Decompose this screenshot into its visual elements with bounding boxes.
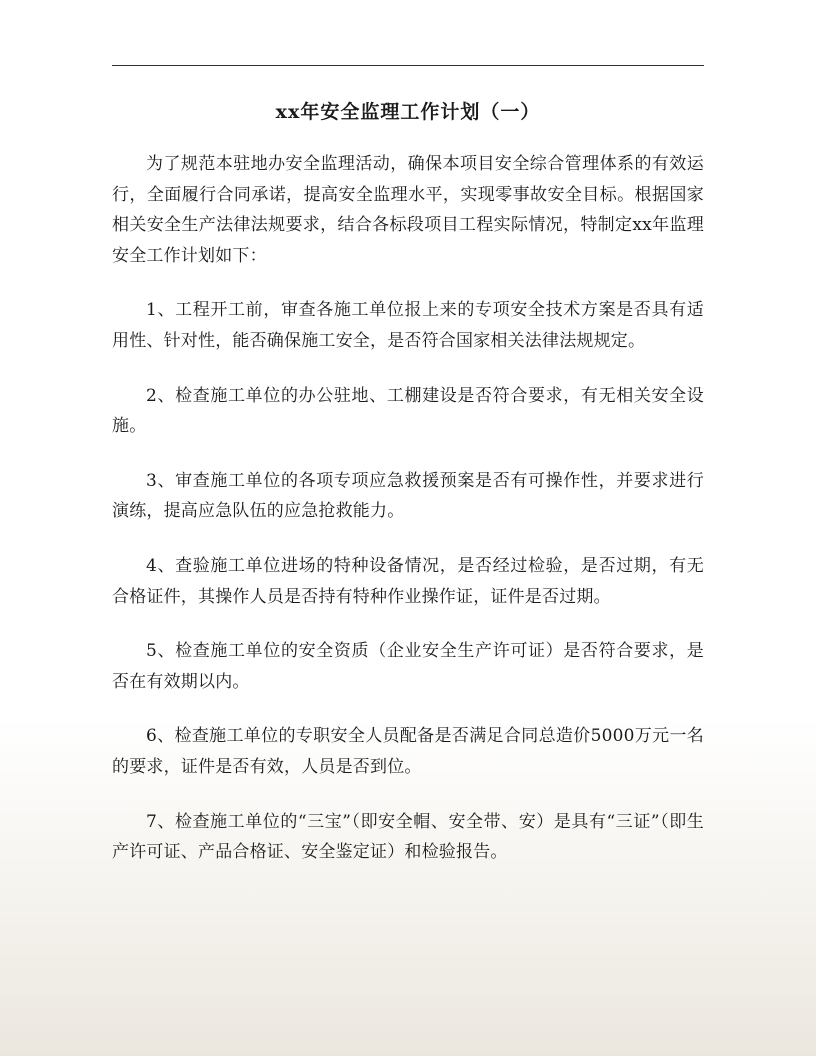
item-paragraph-6: 6、检查施工单位的专职安全人员配备是否满足合同总造价5000万元一名的要求，证件是否有效，人员是否到位。 [112,726,704,777]
item-paragraph-1: 1、工程开工前，审查各施工单位报上来的专项安全技术方案是否具有适用性、针对性，能否确保施工安全，是否符合国家相关法律法规规定。 [112,300,704,351]
item-paragraph-3: 3、审查施工单位的各项专项应急救援预案是否有可操作性，并要求进行演练，提高应急队伍的应急抢救能力。 [112,470,704,522]
document-body [112,149,704,892]
item-paragraph-7: 7、检查施工单位的“三宝”（即安全帽、安全带、安）是具有“三证”（即生产许可证、产品合格证、安全鉴定证）和检验报告。 [112,811,704,863]
item-paragraph-4: 4、查验施工单位进场的特种设备情况，是否经过检验，是否过期，有无合格证件，其操作人员是否持有特种作业操作证，证件是否过期。 [112,555,704,607]
item-paragraph-5: 5、检查施工单位的安全资质（企业安全生产许可证）是否符合要求，是否在有效期以内。 [112,641,704,692]
intro-paragraph: 为了规范本驻地办安全监理活动，确保本项目安全综合管理体系的有效运行，全面履行合同承诺，提高安全监理水平，实现零事故安全目标。根据国家相关安全生产法律法规要求，结合各标段项目工程实际情况，特制定xx年监理安全工作计划如下： [112,154,704,266]
document-title: xx年安全监理工作计划（一） [275,101,541,123]
header-rule [112,65,704,66]
item-paragraph-2: 2、检查施工单位的办公驻地、工棚建设是否符合要求，有无相关安全设施。 [112,385,704,437]
